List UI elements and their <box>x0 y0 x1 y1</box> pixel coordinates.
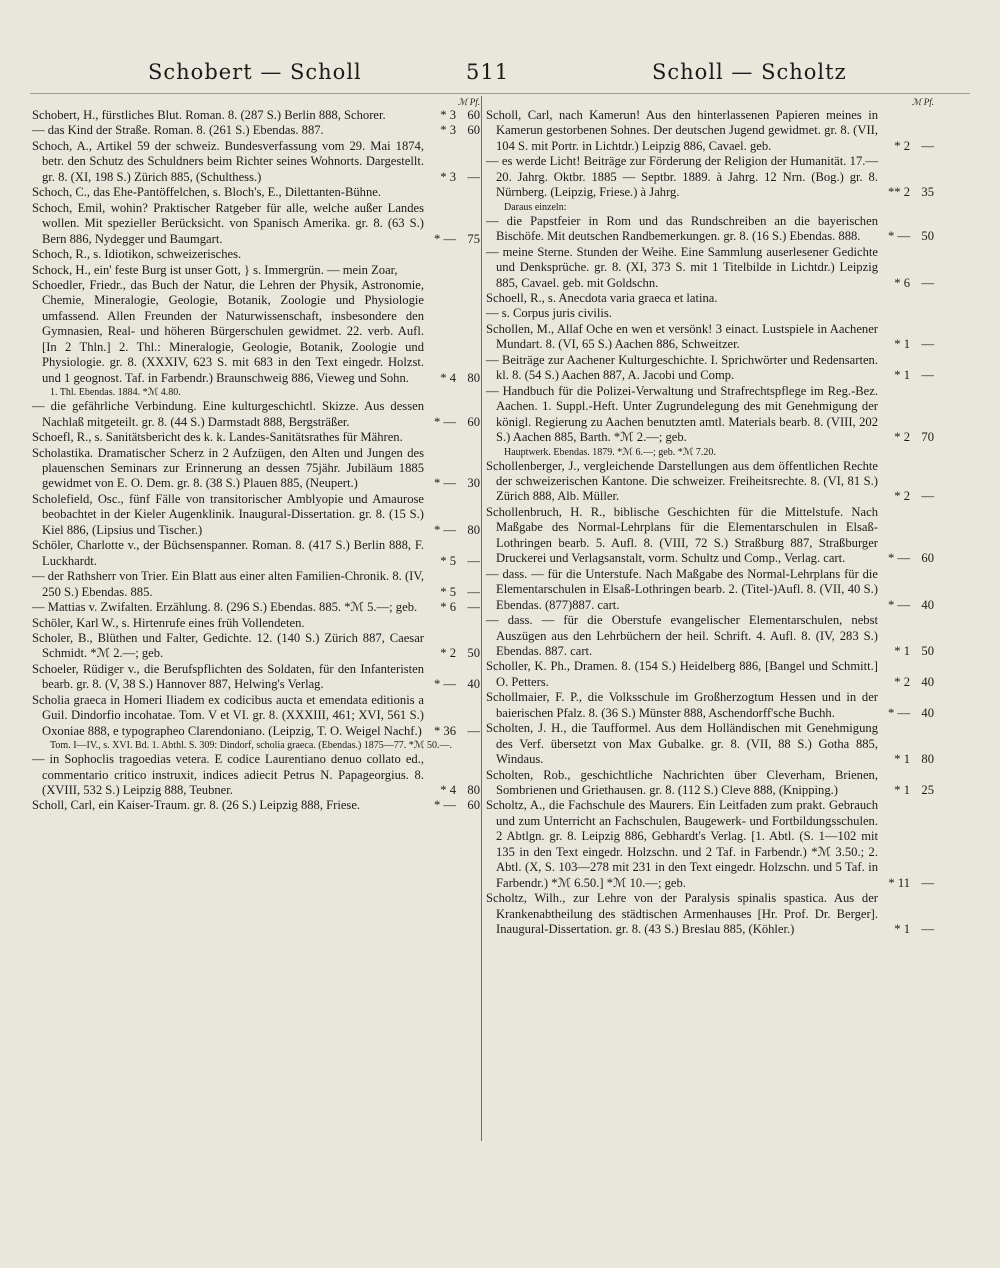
entry-text: — es werde Licht! Beiträge zur Förderung der Religion der Humanität. 17.—20. Jahrg. Oktbr. 1885 — Septbr. 1889. à Jahrg. 12 Nrn. (Bog.) gr. 8. Nürnberg. (Leipzig, Friese.) à Jahrg. <box>486 154 878 200</box>
entry-text: — dass. — für die Oberstufe evangelischer Elementarschulen, nebst Auszügen aus den Lehrbüchern der heil. Schrift. 4. Aufl. 8. (IV, 283 S.) Ebendas. 887. cart. <box>486 613 878 658</box>
entry-text: Scholtz, Wilh., zur Lehre von der Paralysis spinalis spastica. Aus der Krankenabtheilung des städtischen Armenhauses [Hr. Prof. Dr. Berger]. Inaugural-Dissertation. gr. 8. (43 S.) Breslau 885, (Köhler.) <box>486 891 878 937</box>
catalog-entry <box>32 492 480 538</box>
entry-text: — s. Corpus juris civilis. <box>486 306 612 321</box>
entry-text: Schobert, H., fürstliches Blut. Roman. 8. (287 S.) Berlin 888, Schorer. <box>32 108 386 122</box>
price-marks: * 2 <box>894 430 910 445</box>
price-marks: * 36 <box>433 723 456 738</box>
price-pfennig: 50 <box>921 643 934 658</box>
catalog-entry <box>486 353 934 384</box>
entry-text: Schollmaier, F. P., die Volksschule im Großherzogtum Hessen und in der baierischen Pfalz. 8. (36 S.) Münster 888, Aschendorff'sche Buchh. <box>486 690 878 720</box>
entry-text: Scholl, Carl, nach Kamerun! Aus den hinterlassenen Papieren meines in Kamerun gestorbenen Sohnes. Der deutschen Jugend gewidmet. gr. 8. (VII, 104 S. mit Portr. in Lichtdr.) Leipzig 886, Cavael. geb. <box>486 108 878 153</box>
catalog-entry <box>486 798 934 891</box>
price-pfennig: 80 <box>467 783 480 798</box>
entry-text: Schollenberger, J., vergleichende Darstellungen aus dem öffentlichen Rechte der schweizerischen Kantone. Die schweizer. Freiheitsrechte. 8. (VI, 81 S.) Zürich 888, Alb. Müller. <box>486 458 878 504</box>
entry-text: Schock, H., ein' feste Burg ist unser Gott, } s. Immergrün. — mein Zoar, <box>32 262 398 277</box>
entry-text: — Beiträge zur Aachener Kulturgeschichte. I. Sprichwörter und Redensarten. kl. 8. (54 S.) Aachen 887, A. Jacobi und Comp. <box>486 352 878 383</box>
price-pfennig: — <box>921 368 934 383</box>
entry-text: Schöler, Charlotte v., der Büchsenspanner. Roman. 8. (417 S.) Berlin 888, F. Luckhardt. <box>32 538 424 568</box>
catalog-entry <box>32 446 480 492</box>
entry-text: Scholia graeca in Homeri Iliadem ex codicibus aucta et emendata editionis a Guil. Dindorfio incohatae. Tom. V et VI. gr. 8. (XXXIII, 461; XVI, 561 S.) Oxoniae 888, e typographeo Clarendoniano. (Leipzig, T. O. Weigel Nachf.) <box>32 692 424 738</box>
price-marks: * 2 <box>894 489 910 504</box>
catalog-entry <box>32 752 480 798</box>
catalog-entry <box>32 569 480 600</box>
catalog-entry <box>32 616 480 631</box>
price-pfennig: — <box>921 275 934 290</box>
price-marks: * 6 <box>440 600 456 615</box>
price-marks: * — <box>433 476 456 491</box>
catalog-entry <box>32 278 480 386</box>
price-marks: * 11 <box>888 875 910 890</box>
entry-text: — das Kind der Straße. Roman. 8. (261 S.) Ebendas. 887. <box>32 123 324 138</box>
entry-text: Scholler, K. Ph., Dramen. 8. (154 S.) Heidelberg 886, [Bangel und Schmitt.] O. Petters. <box>486 659 878 689</box>
catalog-entry <box>486 306 934 321</box>
price-pfennig: 60 <box>921 551 934 566</box>
price-pfennig: — <box>467 584 480 599</box>
entry-text: Schoch, C., das Ehe-Pantöffelchen, s. Bloch's, E., Dilettanten-Bühne. <box>32 185 381 200</box>
catalog-entry <box>32 201 480 247</box>
price-marks: * — <box>433 798 456 813</box>
catalog-entry <box>486 721 934 767</box>
catalog-entry <box>486 613 934 659</box>
price-pfennig: — <box>921 922 934 937</box>
price-pfennig: 30 <box>467 476 480 491</box>
catalog-entry <box>486 214 934 245</box>
price-pfennig: 40 <box>921 705 934 720</box>
price-pfennig: — <box>921 489 934 504</box>
price-marks: * 2 <box>440 646 456 661</box>
right-column <box>486 96 934 938</box>
price-marks: * 2 <box>894 674 910 689</box>
catalog-entry <box>32 600 480 615</box>
price-marks: * — <box>887 229 910 244</box>
entry-text: Scholten, Rob., geschichtliche Nachrichten über Cleverham, Brienen, Sombrienen und Griethausen. gr. 8. (112 S.) Cleve 888, (Knipping.) <box>486 767 878 798</box>
catalog-entry <box>32 185 480 200</box>
price-pfennig: 40 <box>921 597 934 612</box>
price-marks: * — <box>887 705 910 720</box>
entry-text: Scholten, J. H., die Taufformel. Aus dem Holländischen mit Genehmigung des Verf. übersetzt von Max Gubalke. gr. 8. (VII, 88 S.) Gotha 885, Windaus. <box>486 721 878 767</box>
entry-text: — der Rathsherr von Trier. Ein Blatt aus einer alten Familien-Chronik. 8. (IV, 250 S.) Ebendas. 885. <box>32 569 424 599</box>
entry-text: Schollen, M., Allaf Oche en wen et versönk! 3 einact. Lustspiele in Aachener Mundart. 8. (VI, 65 S.) Aachen 886, Schweitzer. <box>486 321 878 352</box>
price-marks: ** 2 <box>887 185 910 200</box>
header-right: Scholl — Scholtz <box>652 60 847 84</box>
entry-text: Scholer, B., Blüthen und Falter, Gedichte. 12. (140 S.) Zürich 887, Caesar Schmidt. *ℳ 2.—; geb. <box>32 630 424 661</box>
price-marks: * 1 <box>894 752 910 767</box>
price-marks: * 6 <box>894 275 910 290</box>
entry-text: Scholastika. Dramatischer Scherz in 2 Aufzügen, den Alten und Jungen des plauenschen Seminars zur Erinnerung an dessen 75jähr. Jubiläum 1885 gewidmet von E. O. Dem. gr. 8. (38 S.) Plauen 885, (Neupert.) <box>32 445 424 491</box>
catalog-entry <box>486 567 934 613</box>
catalog-entry <box>32 263 480 278</box>
price-pfennig: — <box>467 723 480 738</box>
catalog-entry <box>32 108 480 123</box>
catalog-entry <box>486 768 934 799</box>
catalog-entry <box>486 459 934 505</box>
price-marks: * 1 <box>894 337 910 352</box>
catalog-entry <box>486 245 934 291</box>
catalog-entry <box>32 798 480 813</box>
catalog-entry <box>486 322 934 353</box>
price-marks: * 4 <box>440 370 456 385</box>
entry-text: Scholl, Carl, ein Kaiser-Traum. gr. 8. (26 S.) Leipzig 888, Friese. <box>32 798 361 813</box>
price-pfennig: 80 <box>921 752 934 767</box>
entry-text: — meine Sterne. Stunden der Weihe. Eine Sammlung auserlesener Gedichte und Denksprüche. gr. 8. (XI, 373 S. mit 1 Titelbilde in Lichtdr.) Leipzig 885, Cavael. geb. mit Goldschn. <box>486 244 878 290</box>
catalog-entry <box>486 891 934 937</box>
price-marks: * 1 <box>894 368 910 383</box>
catalog-entry <box>32 123 480 138</box>
price-marks: * 3 <box>440 169 456 184</box>
entry-text: Schöler, Karl W., s. Hirtenrufe eines früh Vollendeten. <box>32 615 305 630</box>
catalog-entry <box>32 247 480 262</box>
price-pfennig: 60 <box>467 123 480 138</box>
price-pfennig: 60 <box>467 798 480 813</box>
catalog-note: Tom. I—IV., s. XVI. Bd. 1. Abthl. S. 309: Dindorf, scholia graeca. (Ebendas.) 1875—77. *ℳ 50.—. <box>50 740 452 752</box>
price-pfennig: 50 <box>467 646 480 661</box>
price-pfennig: 40 <box>467 677 480 692</box>
catalog-note: Daraus einzeln: <box>504 201 567 213</box>
price-pfennig: 40 <box>921 674 934 689</box>
price-pfennig: 80 <box>467 370 480 385</box>
price-pfennig: 60 <box>467 108 480 122</box>
price-pfennig: 60 <box>467 414 480 429</box>
entry-text: Schoeler, Rüdiger v., die Berufspflichten des Soldaten, für den Infanteristen bearb. gr. 8. (V, 38 S.) Hannover 887, Helwing's Verlag. <box>32 661 424 692</box>
entry-text: Schoefl, R., s. Sanitätsbericht des k. k. Landes-Sanitätsrathes für Mähren. <box>32 430 403 445</box>
entry-text: Schoch, A., Artikel 59 der schweiz. Bundesverfassung vom 29. Mai 1874, betr. den Schutz des Schuldners beim Richter seines Wohnorts. Dargestellt. gr. 8. (XI, 198 S.) Zürich 885, (Schulthess.) <box>32 138 424 184</box>
price-pfennig: 50 <box>921 229 934 244</box>
price-pfennig: — <box>921 337 934 352</box>
entry-text: Scholefield, Osc., fünf Fälle von transitorischer Amblyopie und Amaurose beobachtet in der Kieler Augenklinik. Inaugural-Dissertation. gr. 8. (15 S.) Kiel 886, (Lipsius und Tischer.) <box>32 491 424 537</box>
column-separator <box>481 96 482 1141</box>
catalog-entry <box>486 384 934 446</box>
entry-text: Schoch, R., s. Idiotikon, schweizerisches. <box>32 247 242 262</box>
price-pfennig: — <box>467 553 480 568</box>
entry-text: Schoch, Emil, wohin? Praktischer Ratgeber für alle, welche außer Landes wollen. Mit spezieller Berücksicht. von Spanisch Amerika. gr. 8. (63 S.) Bern 886, Nydegger und Baumgart. <box>32 200 424 246</box>
entry-text: Schoell, R., s. Anecdota varia graeca et latina. <box>486 290 718 305</box>
catalog-entry <box>32 631 480 662</box>
price-marks: * — <box>433 677 456 692</box>
catalog-entry <box>32 538 480 569</box>
price-marks: * — <box>433 231 456 246</box>
price-marks: * 3 <box>440 123 456 138</box>
catalog-note: Hauptwerk. Ebendas. 1879. *ℳ 6.—; geb. *ℳ 7.20. <box>504 446 716 458</box>
price-pfennig: 25 <box>921 783 934 798</box>
price-pfennig: — <box>467 169 480 184</box>
header-left: Schobert — Scholl <box>148 60 362 84</box>
entry-text: Schoedler, Friedr., das Buch der Natur, die Lehren der Physik, Astronomie, Chemie, Mineralogie, Geologie, Botanik, Zoologie und Physiologie umfassend. Allen Freunden der Naturwissenschaft, insbesondere den Gymnasien, Real- und höheren Bürgerschulen gewidmet. 22. verb. Aufl. [In 2 Thln.] 2. Thl.: Mineralogie, Geologie, Botanik, Zoologie und Physiologie. gr. 8. (XXXIV, 623 S. mit 683 in den Text eingedr. Holzst. und 1 geognost. Taf. in Farbendr.) Braunschweig 886, Vieweg und Sohn. <box>32 277 424 385</box>
price-pfennig: — <box>921 875 934 890</box>
price-pfennig: 75 <box>467 231 480 246</box>
catalog-entry <box>32 430 480 445</box>
entry-text: — die gefährliche Verbindung. Eine kulturgeschichtl. Skizze. Aus dessen Nachlaß mitgeteilt. gr. 8. (44 S.) Darmstadt 888, Bergsträßer. <box>32 399 424 429</box>
price-marks: * — <box>433 522 456 537</box>
page-number: 511 <box>466 60 510 84</box>
catalog-entry <box>486 108 934 154</box>
catalog-entry <box>32 399 480 430</box>
price-pfennig: — <box>921 138 934 153</box>
entry-text: — die Papstfeier in Rom und das Rundschreiben an die bayerischen Bischöfe. Mit deutschen Randbemerkungen. gr. 8. (16 S.) Ebendas. 888. <box>486 213 878 244</box>
price-pfennig: 35 <box>921 185 934 200</box>
price-marks: * 1 <box>894 643 910 658</box>
entry-text: — dass. — für die Unterstufe. Nach Maßgabe des Normal-Lehrplans für die Elementarschulen in Elsaß-Lothringen bearb. 2. (Titel-)Aufl. 8. (VII, 40 S.) Ebendas. (877)887. cart. <box>486 566 878 612</box>
price-pfennig: — <box>467 600 480 615</box>
price-marks: * 4 <box>440 783 456 798</box>
price-column-head: ℳ Pf. <box>911 97 934 107</box>
catalog-entry <box>32 662 480 693</box>
entry-text: — Mattias v. Zwifalten. Erzählung. 8. (296 S.) Ebendas. 885. *ℳ 5.—; geb. <box>32 600 418 615</box>
price-marks: * 5 <box>440 553 456 568</box>
price-marks: * 2 <box>894 138 910 153</box>
catalog-entry <box>486 659 934 690</box>
entry-text: — Handbuch für die Polizei-Verwaltung und Strafrechtspflege im Reg.-Bez. Aachen. 1. Suppl.-Heft. Unter Zugrundelegung des mit Genehmigung der königl. Regierung zu Aachen benutzten amtl. Materials bearb. 8. (VIII, 202 S.) Aachen 885, Barth. *ℳ 2.—; geb. <box>486 383 878 445</box>
entry-text: Scholtz, A., die Fachschule des Maurers. Ein Leitfaden zum prakt. Gebrauch und zum Unterricht an Fachschulen, Baugewerk- und Fortbildungsschulen. 2 Abtlgn. gr. 8. Leipzig 886, Gebhardt's Verlag. [1. Abtl. (S. 1—102 mit 135 in den Text eingedr. Holzschn. und 2 Taf. in Farbendr.) *ℳ 3.50.; 2. Abtl. (X, S. 103—278 mit 231 in den Text eingedr. Holzschn. und 5 Taf. in Farbendr.) *ℳ 6.50.] *ℳ 10.—; geb. <box>486 798 878 890</box>
price-pfennig: 80 <box>467 522 480 537</box>
catalog-entry <box>32 693 480 739</box>
price-marks: * 5 <box>440 584 456 599</box>
price-marks: * 1 <box>894 922 910 937</box>
catalog-entry <box>486 505 934 567</box>
catalog-entry <box>486 154 934 200</box>
price-marks: * — <box>433 414 456 429</box>
price-marks: * 3 <box>440 108 456 122</box>
catalog-note: 1. Thl. Ebendas. 1884. *ℳ 4.80. <box>50 387 181 399</box>
price-column-head: ℳ Pf. <box>457 97 480 107</box>
left-column <box>32 96 480 814</box>
header-rule <box>30 93 970 94</box>
price-pfennig: 70 <box>921 430 934 445</box>
price-marks: * 1 <box>894 783 910 798</box>
catalog-entry <box>486 690 934 721</box>
catalog-entry <box>486 291 934 306</box>
price-marks: * — <box>887 597 910 612</box>
entry-text: Schollenbruch, H. R., biblische Geschichten für die Mittelstufe. Nach Maßgabe des Normal-Lehrplans für die Elementarschulen in Elsaß-Lothringen bearb. 5. Aufl. 8. (VIII, 72 S.) Straßburg 887, Straßburger Druckerei und Verlagsanstalt, vorm. Schultz und Comp., Verlag. cart. <box>486 504 878 566</box>
entry-text: — in Sophoclis tragoedias vetera. E codice Laurentiano denuo collato ed., commentario critico instruxit, indices adiecit Petrus N. Papageorgius. 8. (XVIII, 532 S.) Leipzig 888, Teubner. <box>32 752 424 798</box>
catalog-entry <box>32 139 480 185</box>
price-marks: * — <box>887 551 910 566</box>
